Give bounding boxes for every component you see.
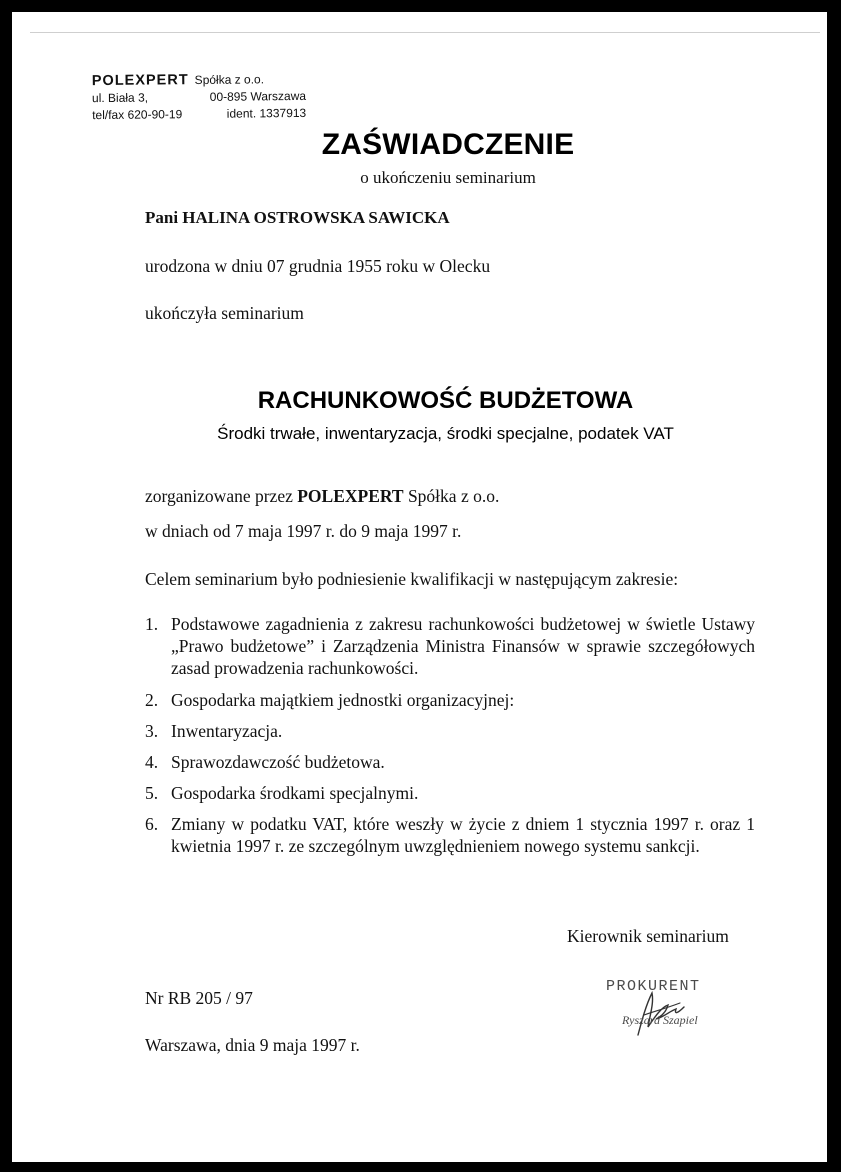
list-item [145, 720, 755, 742]
organizer-suffix: Spółka z o.o. [403, 486, 500, 506]
list-item-number: 3. [145, 721, 159, 741]
list-item-number: 5. [145, 783, 159, 803]
top-rule [30, 32, 820, 33]
list-item-number: 4. [145, 752, 159, 772]
company-ident: ident. 1337913 [226, 105, 307, 121]
course-dates: w dniach od 7 maja 1997 r. do 9 maja 1997 r. [145, 521, 462, 541]
course-title: RACHUNKOWOŚĆ BUDŻETOWA [257, 387, 634, 414]
list-item [145, 689, 755, 711]
list-item-number: 6. [145, 814, 159, 834]
document-title: ZAŚWIADCZENIE [321, 128, 575, 161]
place-and-date: Warszawa, dnia 9 maja 1997 r. [145, 1035, 360, 1055]
birth-info: urodzona w dniu 07 grudnia 1955 roku w Olecku [145, 256, 491, 276]
list-item-text: Sprawozdawczość budżetowa. [171, 752, 385, 772]
stamp-name: Ryszard Szapiel [622, 1013, 698, 1027]
company-postal: 00-895 Warszawa [209, 88, 307, 104]
list-item [145, 613, 755, 679]
list-item-number: 1. [145, 614, 159, 634]
list-item [145, 751, 755, 773]
company-address: ul. Biała 3, [91, 90, 149, 106]
list-item [145, 813, 755, 857]
organizer-line [145, 486, 499, 507]
company-name: POLEXPERT [91, 72, 189, 90]
organizer-name: POLEXPERT [297, 486, 404, 506]
document-number: Nr RB 205 / 97 [145, 988, 253, 1008]
course-subtitle: Środki trwałe, inwentaryzacja, środki specjalne, podatek VAT [217, 424, 674, 443]
list-item-text: Zmiany w podatku VAT, które weszły w życie z dniem 1 stycznia 1997 r. oraz 1 kwietnia 1997 r. ze szczególnym uwzględnieniem nowego systemu sankcji. [171, 814, 755, 856]
scope-list [145, 613, 755, 857]
document-subtitle: o ukończeniu seminarium [360, 168, 536, 187]
list-item-text: Podstawowe zagadnienia z zakresu rachunkowości budżetowej w świetle Ustawy „Prawo budżetowe” i Zarządzenia Ministra Finansów w sprawie szczegółowych zasad prowadzenia rachunkowości. [171, 614, 755, 678]
list-item-text: Gospodarka środkami specjalnymi. [171, 783, 419, 803]
list-item [145, 782, 755, 804]
company-suffix: Spółka z o.o. [194, 72, 265, 88]
scope-intro: Celem seminarium było podniesienie kwalifikacji w następującym zakresie: [145, 569, 679, 589]
prokurent-stamp [600, 975, 750, 1045]
list-item-text: Inwentaryzacja. [171, 721, 283, 741]
list-item-text: Gospodarka majątkiem jednostki organizacyjnej: [171, 690, 515, 710]
company-header [92, 71, 307, 124]
company-phone: tel/fax 620-90-19 [92, 107, 183, 123]
company-contact-row [92, 105, 306, 124]
completion-text: ukończyła seminarium [145, 303, 304, 323]
stamp-title: PROKURENT [606, 978, 701, 995]
list-item-number: 2. [145, 690, 159, 710]
organizer-prefix: zorganizowane przez [145, 486, 298, 506]
signature-role: Kierownik seminarium [567, 926, 729, 946]
recipient-name: Pani HALINA OSTROWSKA SAWICKA [145, 208, 450, 227]
